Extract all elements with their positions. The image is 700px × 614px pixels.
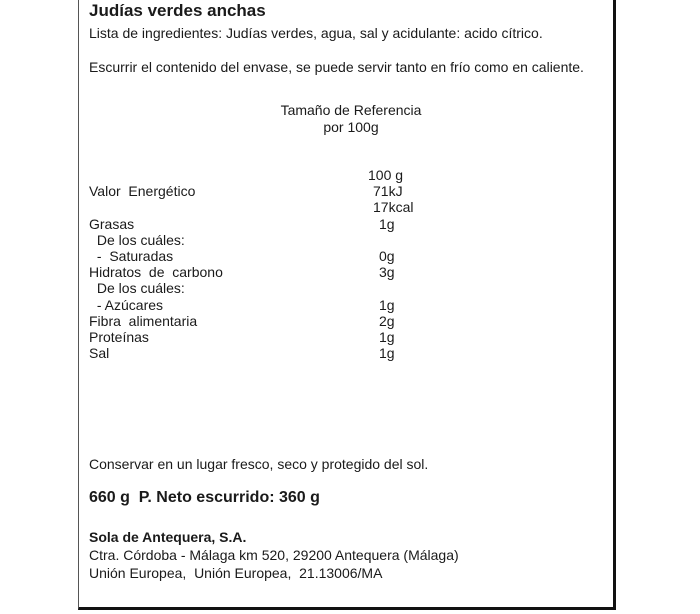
net-weight: 660 g P. Neto escurrido: 360 g bbox=[89, 489, 320, 506]
nutrient-label: Proteínas bbox=[89, 329, 149, 345]
reference-size-value: por 100g bbox=[323, 119, 379, 135]
reference-size-label: Tamaño de Referencia bbox=[280, 102, 422, 118]
nutrient-label: De los cuáles: bbox=[93, 280, 185, 296]
nutrient-label: Hidratos de carbono bbox=[89, 264, 223, 280]
storage-instructions: Conservar en un lugar fresco, seco y protegido del sol. bbox=[89, 456, 429, 472]
nutrient-value: 17kcal bbox=[373, 199, 414, 215]
nutrient-value: 71kJ bbox=[373, 183, 403, 199]
nutrient-label: De los cuáles: bbox=[93, 232, 185, 248]
nutrient-label: - Azúcares bbox=[93, 297, 164, 313]
company-name: Sola de Antequera, S.A. bbox=[89, 529, 247, 545]
nutrient-value: 3g bbox=[379, 264, 395, 280]
nutrient-value: 1g bbox=[379, 297, 395, 313]
nutrient-value: 1g bbox=[379, 216, 395, 232]
nutrient-label: Grasas bbox=[89, 216, 135, 232]
sanitary-registry: Unión Europea, Unión Europea, 21.13006/MA bbox=[89, 565, 383, 581]
product-title: Judías verdes anchas bbox=[89, 1, 266, 20]
nutrient-label: Fibra alimentaria bbox=[89, 313, 198, 329]
nutrient-value: 1g bbox=[379, 345, 395, 361]
nutrient-value: 1g bbox=[379, 329, 395, 345]
nutrient-label: - Saturadas bbox=[93, 248, 174, 264]
company-address: Ctra. Córdoba - Málaga km 520, 29200 Antequera (Málaga) bbox=[89, 547, 459, 563]
nutrient-value: 0g bbox=[379, 248, 395, 264]
product-label bbox=[78, 0, 616, 610]
nutrient-value: 2g bbox=[379, 313, 395, 329]
nutrition-column-header: 100 g bbox=[368, 167, 404, 183]
ingredients-list: Lista de ingredientes: Judías verdes, agua, sal y acidulante: acido cítrico. bbox=[89, 25, 543, 41]
serving-instructions: Escurrir el contenido del envase, se puede servir tanto en frío como en caliente. bbox=[89, 59, 584, 75]
nutrient-label: Sal bbox=[89, 345, 110, 361]
nutrient-label: Valor Energético bbox=[89, 183, 196, 199]
